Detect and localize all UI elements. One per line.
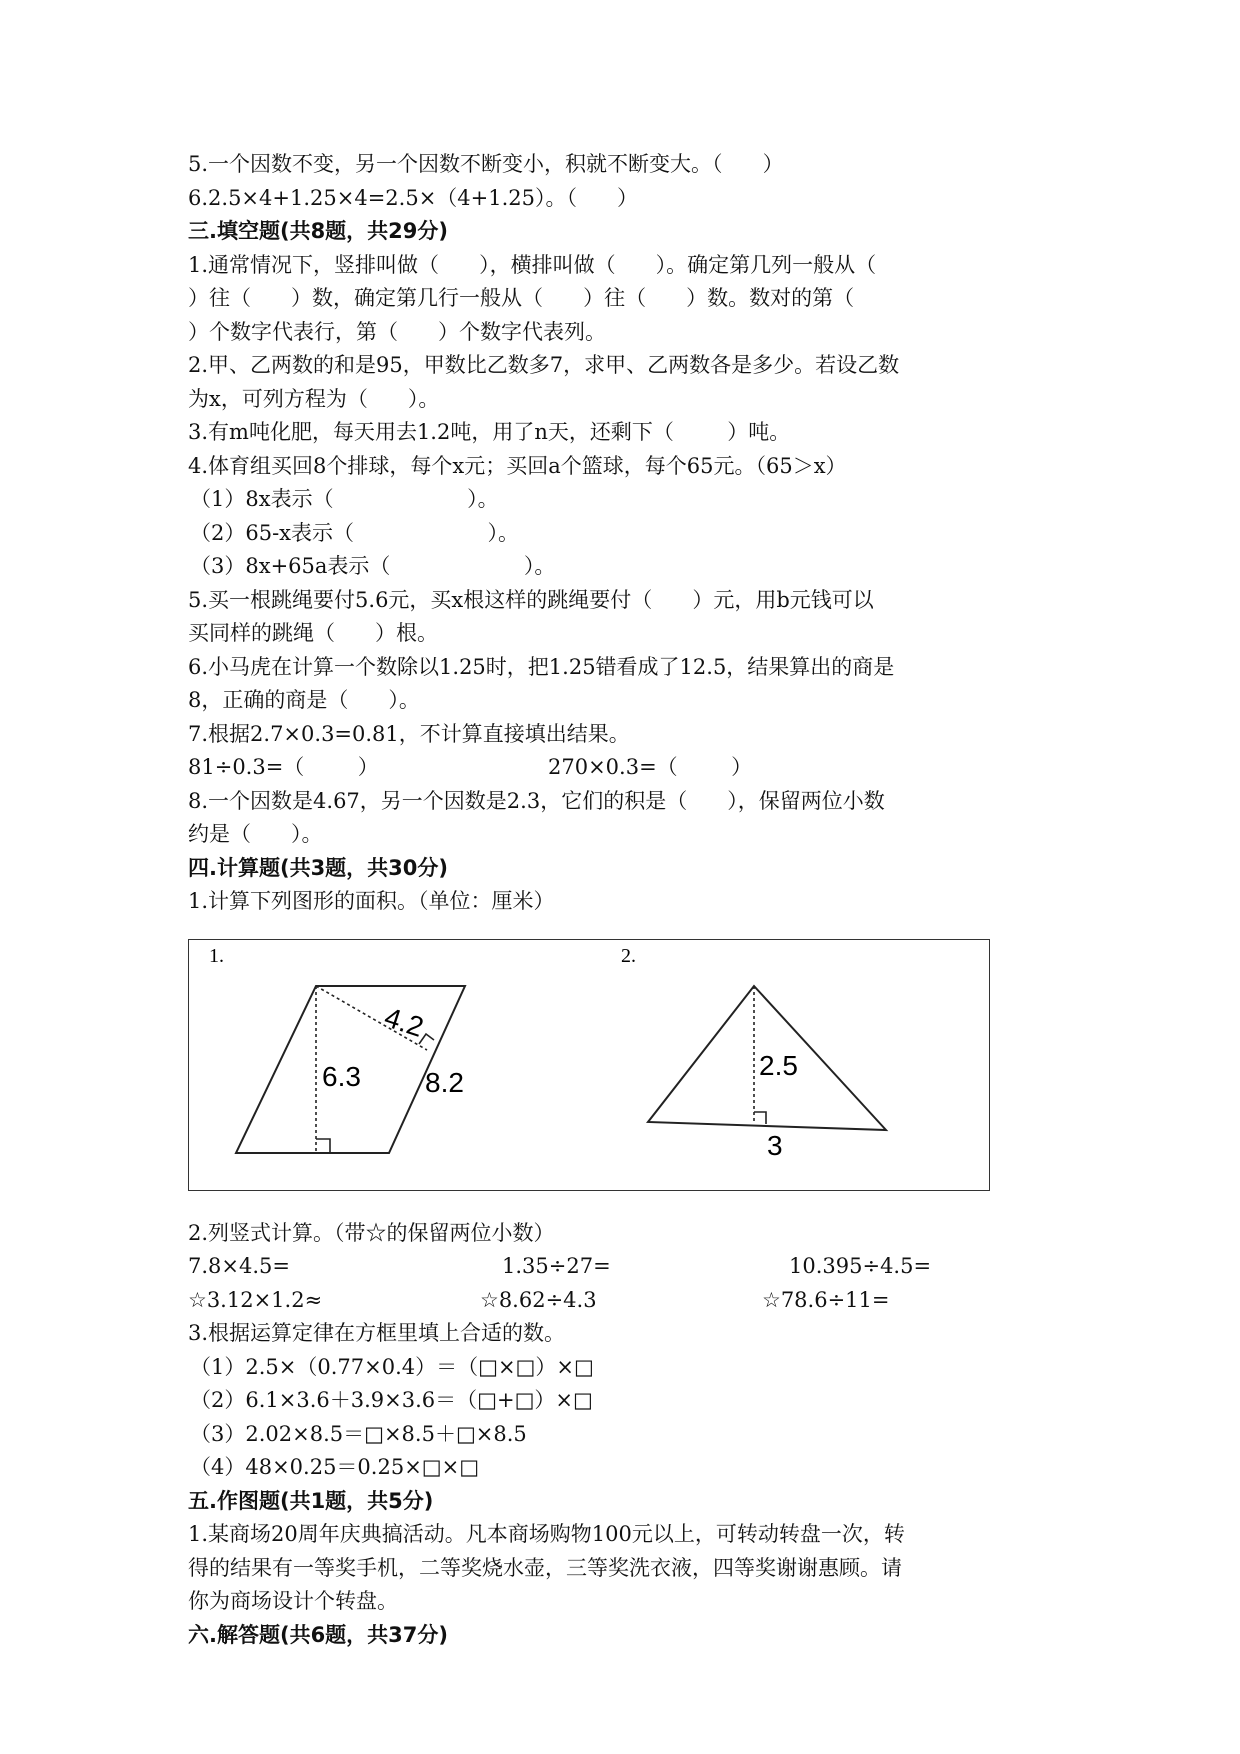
height-label: 6.3 [322, 1060, 361, 1092]
calc-item: ☆78.6÷11= [762, 1287, 890, 1312]
section-4-heading: 四.计算题(共3题，共30分) [188, 855, 449, 880]
geometry-figure-box [188, 939, 990, 1191]
s3-line: 3.有m吨化肥，每天用去1.2吨，用了n天，还剩下（ ）吨。 [188, 420, 791, 444]
s3-line: （3）8x+65a表示（ ）。 [190, 554, 556, 578]
s3-line: 1.通常情况下，竖排叫做（ ），横排叫做（ ）。确定第几列一般从（ [188, 252, 877, 277]
s3-line: 2.甲、乙两数的和是95，甲数比乙数多7，求甲、乙两数各是多少。若设乙数 [188, 353, 900, 377]
calc-item: 7.8×4.5= [188, 1254, 290, 1278]
s3-line: ）往（ ）数，确定第几行一般从（ ）往（ ）数。数对的第（ [188, 286, 855, 310]
calc-item: 1.35÷27= [502, 1254, 611, 1278]
question-5-judge: 5.一个因数不变，另一个因数不断变小，积就不断变大。（ ） [188, 152, 784, 176]
s3-line: 为x，可列方程为（ ）。 [188, 386, 440, 411]
s3-line: 8.一个因数是4.67，另一个因数是2.3，它们的积是（ ），保留两位小数 [188, 788, 885, 813]
side-label: 8.2 [425, 1066, 464, 1098]
s3-line: 5.买一根跳绳要付5.6元，买x根这样的跳绳要付（ ）元，用b元钱可以 [188, 587, 874, 612]
s3-line: 8，正确的商是（ ）。 [188, 688, 420, 712]
q3-item: （2）6.1×3.6＋3.9×3.6＝（□+□）×□ [190, 1388, 593, 1412]
calc-item: ☆8.62÷4.3 [480, 1287, 597, 1312]
q3-item: （3）2.02×8.5＝□×8.5＋□×8.5 [190, 1421, 527, 1446]
q2-row [188, 1284, 1068, 1318]
q2-row [188, 1250, 1068, 1284]
s5-line: 1.某商场20周年庆典搞活动。凡本商场购物100元以上，可转动转盘一次，转 [188, 1522, 905, 1546]
right-angle-mark [316, 1139, 330, 1153]
s3-line: 7.根据2.7×0.3=0.81，不计算直接填出结果。 [188, 721, 630, 746]
calc-item: ☆3.12×1.2≈ [188, 1287, 323, 1312]
s3-line: （2）65-x表示（ ）。 [190, 520, 520, 545]
section-5-heading: 五.作图题(共1题，共5分) [188, 1488, 434, 1513]
spacer [188, 1191, 1068, 1217]
right-angle-mark [754, 1112, 766, 1124]
s4-q3: 3.根据运算定律在方框里填上合适的数。 [188, 1321, 566, 1345]
s5-line: 你为商场设计个转盘。 [188, 1589, 398, 1613]
s3-line: 买同样的跳绳（ ）根。 [188, 621, 439, 645]
s4-q1: 1.计算下列图形的面积。（单位：厘米） [188, 889, 555, 913]
perp-label: 4.2 [380, 1000, 428, 1043]
right-angle-mark [419, 1034, 434, 1044]
s3-line: 约是（ ）。 [188, 822, 323, 846]
q3-item: （4）48×0.25＝0.25×□×□ [190, 1455, 480, 1479]
calc-item: 10.395÷4.5= [789, 1254, 932, 1278]
section-3-heading: 三.填空题(共8题，共29分) [188, 219, 449, 243]
figure-2-label: 2. [621, 944, 636, 967]
s3-line: 6.小马虎在计算一个数除以1.25时，把1.25错看成了12.5，结果算出的商是 [188, 654, 895, 679]
section-6-heading: 六.解答题(共6题，共37分) [188, 1622, 449, 1647]
triangle-base-label: 3 [767, 1129, 783, 1161]
triangle-height-label: 2.5 [759, 1049, 798, 1081]
s5-line: 得的结果有一等奖手机，二等奖烧水壶，三等奖洗衣液，四等奖谢谢惠顾。请 [188, 1555, 902, 1580]
geometry-figures [189, 940, 989, 1190]
worksheet-page [188, 148, 1068, 1652]
figure-1-label: 1. [209, 944, 224, 967]
q7-item: 270×0.3=（ ） [548, 755, 753, 779]
q3-item: （1）2.5×（0.77×0.4）＝（□×□）×□ [190, 1354, 594, 1379]
q7-pair-row [188, 751, 1068, 785]
s3-line: 4.体育组买回8个排球，每个x元；买回a个篮球，每个65元。（65＞x） [188, 453, 847, 478]
question-6-judge: 6.2.5×4+1.25×4=2.5×（4+1.25）。（ ） [188, 185, 639, 210]
q7-item: 81÷0.3=（ ） [188, 755, 379, 779]
s4-q2: 2.列竖式计算。（带☆的保留两位小数） [188, 1220, 555, 1245]
s3-line: （1）8x表示（ ）。 [190, 487, 499, 511]
s3-line: ）个数字代表行，第（ ）个数字代表列。 [188, 319, 607, 344]
